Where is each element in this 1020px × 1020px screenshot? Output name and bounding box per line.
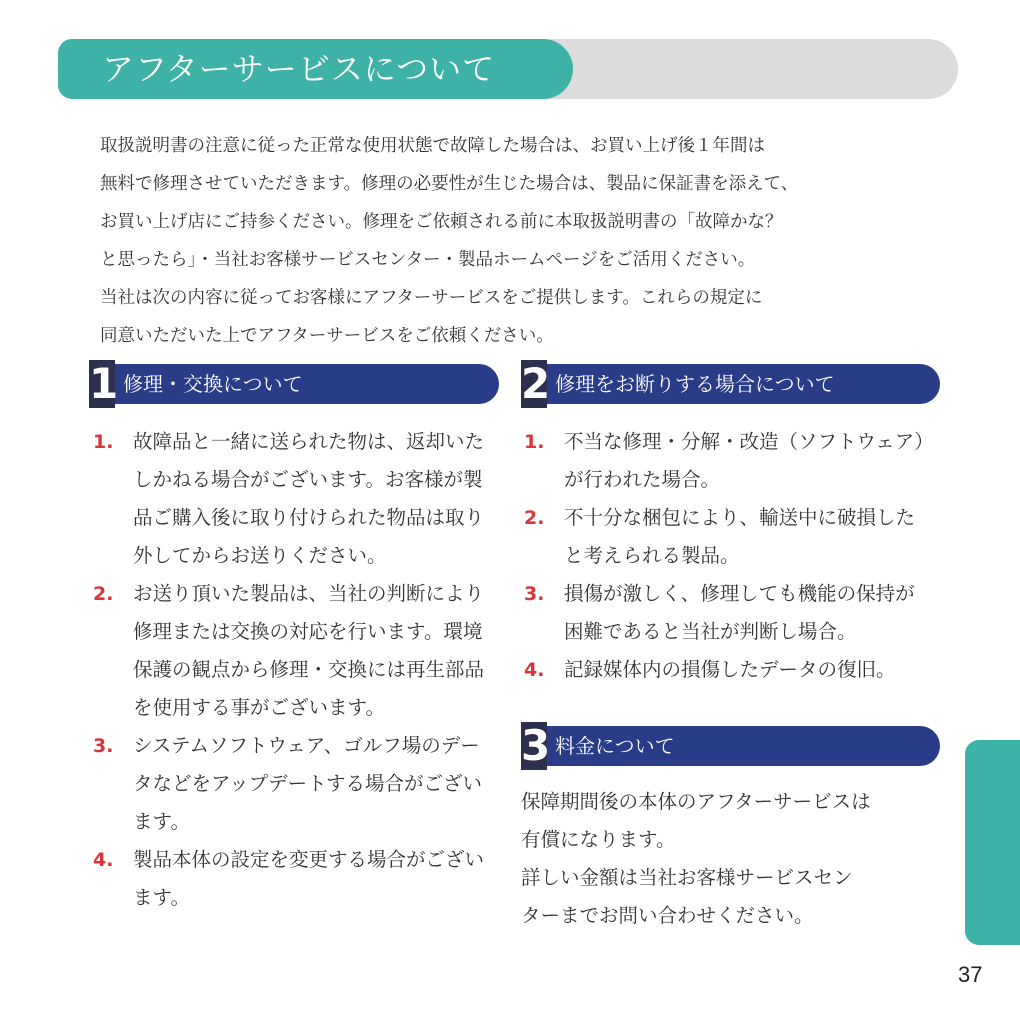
item-text: お送り頂いた製品は、当社の判断により修理または交換の対応を行います。環境保護の観点から修理・交換には再生部品を使用する事がございます。 <box>133 582 485 719</box>
section-2-list <box>524 423 929 689</box>
body-line: ターまでお問い合わせください。 <box>521 904 814 927</box>
section-3-body <box>521 783 931 935</box>
section-title: 修理・交換について <box>123 372 303 396</box>
list-item <box>524 651 929 689</box>
item-number: 3. <box>524 583 545 605</box>
list-item <box>93 727 493 841</box>
item-text: 不十分な梱包により、輸送中に破損したと考えられる製品。 <box>564 506 916 567</box>
section-title: 料金について <box>555 734 675 758</box>
item-number: 3. <box>93 735 114 757</box>
body-line: 保障期間後の本体のアフターサービスは <box>521 790 871 813</box>
item-text: 記録媒体内の損傷したデータの復旧。 <box>564 658 896 681</box>
section-number: 1 <box>89 359 119 408</box>
list-item <box>93 841 493 917</box>
item-text: 故障品と一緒に送られた物は、返却いたしかねる場合がございます。お客様が製品ご購入後に取り付けられた物品は取り外してからお送りください。 <box>133 430 485 567</box>
list-item <box>524 499 929 575</box>
intro-paragraph <box>100 127 935 355</box>
body-line: 詳しい金額は当社お客様サービスセン <box>521 866 853 889</box>
section-1-header <box>89 359 499 408</box>
section-3-header <box>521 721 940 770</box>
chapter-side-tab <box>965 740 1020 945</box>
item-text: システムソフトウェア、ゴルフ場のデータなどをアップデートする場合がございます。 <box>133 734 483 833</box>
page-title: アフターサービスについて <box>102 50 496 88</box>
section-number: 2 <box>521 359 551 408</box>
item-number: 1. <box>524 431 545 453</box>
list-item <box>93 575 493 727</box>
section-2-header <box>521 359 940 408</box>
page-number: 37 <box>958 962 983 987</box>
item-number: 1. <box>93 431 114 453</box>
list-item <box>93 423 493 575</box>
item-number: 4. <box>93 849 114 871</box>
section-title: 修理をお断りする場合について <box>555 372 835 396</box>
body-line: 有償になります。 <box>521 828 676 851</box>
section-number: 3 <box>521 721 551 770</box>
item-number: 4. <box>524 659 545 681</box>
intro-line: 無料で修理させていただきます。修理の必要性が生じた場合は、製品に保証書を添えて、 <box>100 174 799 194</box>
section-1-list <box>93 423 493 917</box>
item-text: 不当な修理・分解・改造（ソフトウェア）が行われた場合。 <box>564 430 924 491</box>
intro-line: お買い上げ店にご持参ください。修理をご依頼される前に本取扱説明書の「故障かな？ <box>100 212 783 232</box>
intro-line: 取扱説明書の注意に従った正常な使用状態で故障した場合は、お買い上げ後１年間は <box>100 136 765 156</box>
intro-line: 同意いただいた上でアフターサービスをご依頼ください。 <box>100 326 554 346</box>
list-item <box>524 423 929 499</box>
list-item <box>524 575 929 651</box>
intro-line: と思ったら」・当社お客様サービスセンター・製品ホームページをご活用ください。 <box>100 250 756 270</box>
item-text: 損傷が激しく、修理しても機能の保持が困難であると当社が判断し場合。 <box>564 582 915 643</box>
item-number: 2. <box>93 583 114 605</box>
item-text: 製品本体の設定を変更する場合がございます。 <box>133 848 485 909</box>
intro-line: 当社は次の内容に従ってお客様にアフターサービスをご提供します。これらの規定に <box>100 288 763 308</box>
item-number: 2. <box>524 507 545 529</box>
